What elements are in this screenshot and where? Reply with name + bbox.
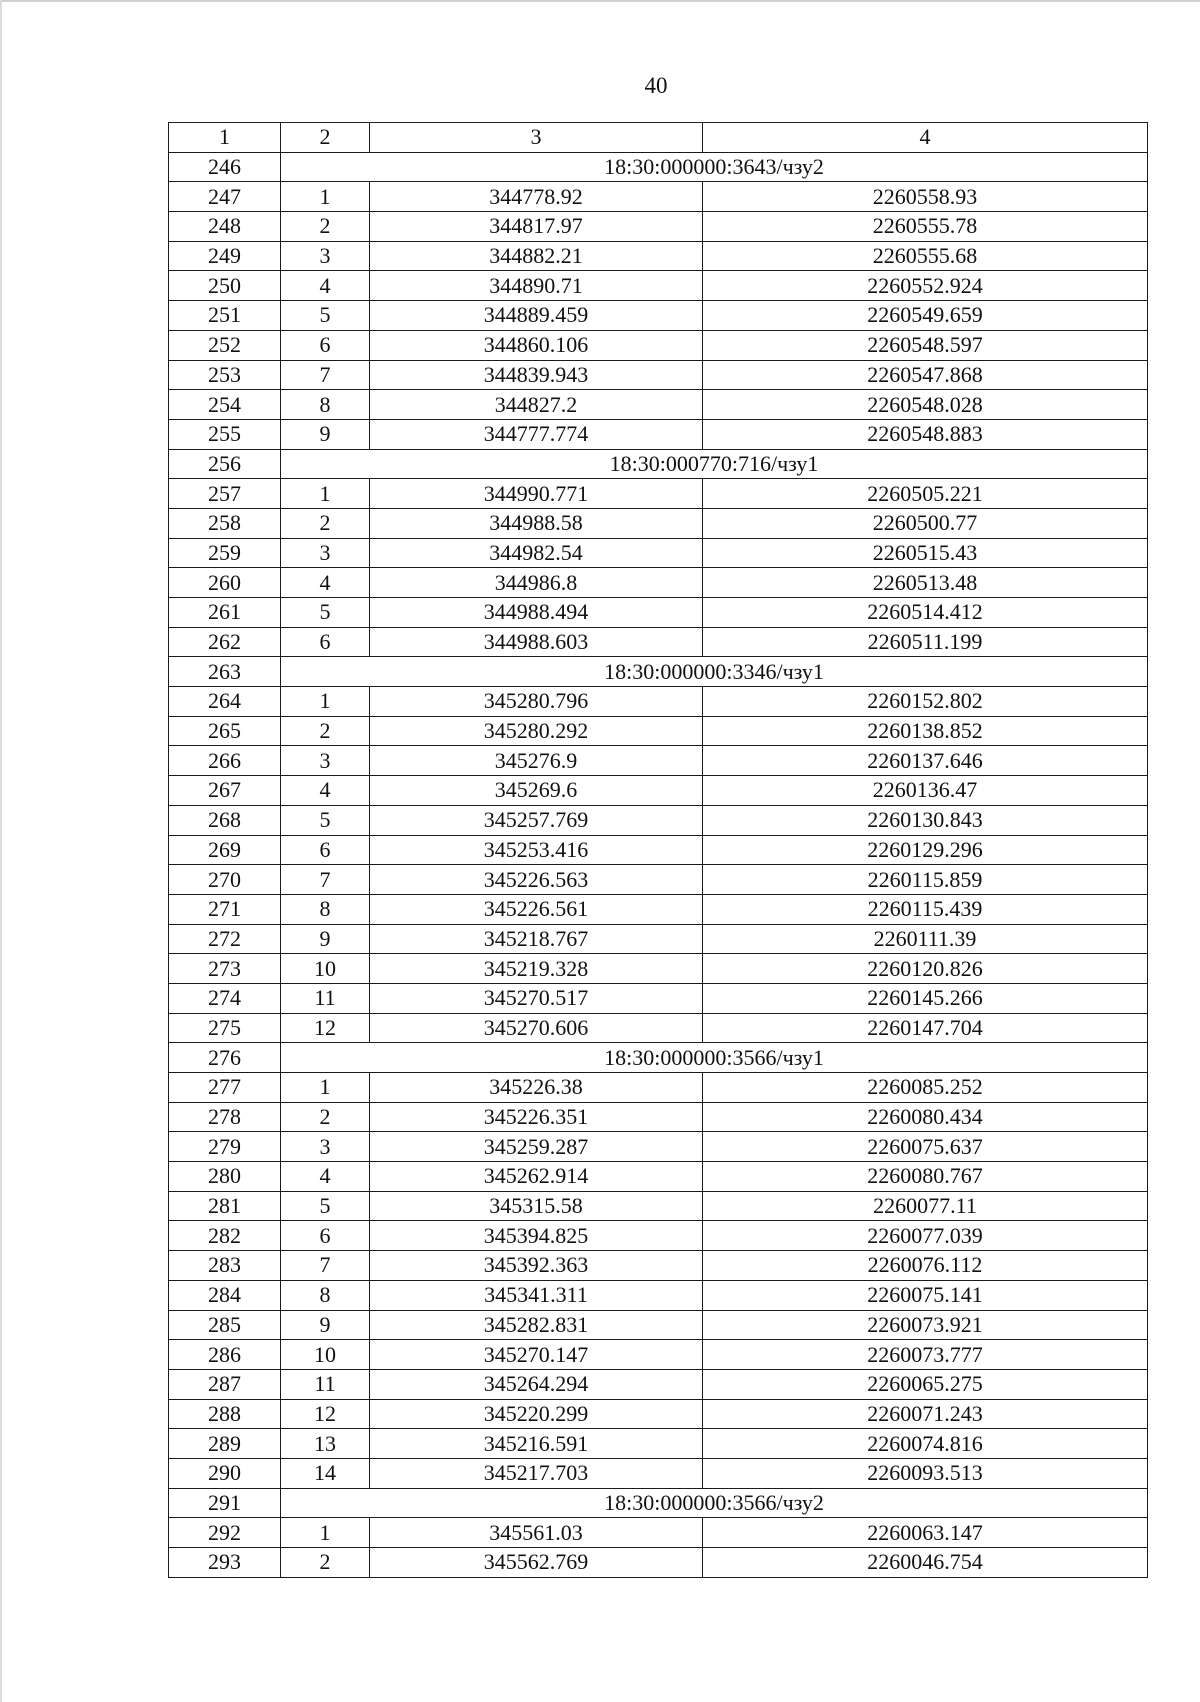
table-row: [169, 865, 1148, 895]
x-coordinate-cell: 345259.287: [370, 1132, 703, 1162]
x-coordinate-cell: 344817.97: [370, 212, 703, 242]
x-coordinate-cell: 345226.561: [370, 894, 703, 924]
row-number-cell: 271: [169, 894, 281, 924]
table-row: [169, 1458, 1148, 1488]
x-coordinate-cell: 345253.416: [370, 835, 703, 865]
table-row: [169, 954, 1148, 984]
table-row: [169, 1073, 1148, 1103]
row-number-cell: 256: [169, 449, 281, 479]
table-row: [169, 330, 1148, 360]
x-coordinate-cell: 345282.831: [370, 1310, 703, 1340]
table-row: [169, 360, 1148, 390]
point-number-cell: 1: [281, 182, 370, 212]
y-coordinate-cell: 2260514.412: [703, 598, 1148, 628]
table-row: [169, 687, 1148, 717]
table-row: [169, 924, 1148, 954]
cadastral-number-cell: 18:30:000000:3566/чзу1: [281, 1043, 1148, 1073]
point-number-cell: 10: [281, 954, 370, 984]
row-number-cell: 284: [169, 1280, 281, 1310]
row-number-cell: 260: [169, 568, 281, 598]
y-coordinate-cell: 2260093.513: [703, 1458, 1148, 1488]
table-row: [169, 538, 1148, 568]
row-number-cell: 267: [169, 776, 281, 806]
row-number-cell: 255: [169, 419, 281, 449]
x-coordinate-cell: 345270.606: [370, 1013, 703, 1043]
table-row: [169, 746, 1148, 776]
x-coordinate-cell: 345394.825: [370, 1221, 703, 1251]
x-coordinate-cell: 344988.58: [370, 508, 703, 538]
table-row: [169, 894, 1148, 924]
point-number-cell: 6: [281, 1221, 370, 1251]
y-coordinate-cell: 2260075.141: [703, 1280, 1148, 1310]
point-number-cell: 8: [281, 1280, 370, 1310]
x-coordinate-cell: 344988.494: [370, 598, 703, 628]
x-coordinate-cell: 345315.58: [370, 1191, 703, 1221]
row-number-cell: 261: [169, 598, 281, 628]
point-number-cell: 2: [281, 212, 370, 242]
coordinates-table-container: [168, 122, 1147, 1578]
y-coordinate-cell: 2260063.147: [703, 1518, 1148, 1548]
table-row: [169, 1251, 1148, 1281]
row-number-cell: 265: [169, 716, 281, 746]
row-number-cell: 266: [169, 746, 281, 776]
x-coordinate-cell: 344986.8: [370, 568, 703, 598]
x-coordinate-cell: 345270.147: [370, 1340, 703, 1370]
y-coordinate-cell: 2260555.68: [703, 241, 1148, 271]
y-coordinate-cell: 2260515.43: [703, 538, 1148, 568]
table-row: [169, 1280, 1148, 1310]
row-number-cell: 258: [169, 508, 281, 538]
table-row: [169, 182, 1148, 212]
row-number-cell: 291: [169, 1488, 281, 1518]
y-coordinate-cell: 2260080.434: [703, 1102, 1148, 1132]
x-coordinate-cell: 345264.294: [370, 1369, 703, 1399]
header-row: [169, 123, 1148, 153]
row-number-cell: 269: [169, 835, 281, 865]
page-number: 40: [644, 73, 668, 98]
y-coordinate-cell: 2260071.243: [703, 1399, 1148, 1429]
y-coordinate-cell: 2260065.275: [703, 1369, 1148, 1399]
x-coordinate-cell: 345392.363: [370, 1251, 703, 1281]
point-number-cell: 7: [281, 1251, 370, 1281]
group-row: [169, 449, 1148, 479]
point-number-cell: 8: [281, 894, 370, 924]
point-number-cell: 1: [281, 479, 370, 509]
row-number-cell: 276: [169, 1043, 281, 1073]
x-coordinate-cell: 344777.774: [370, 419, 703, 449]
point-number-cell: 3: [281, 241, 370, 271]
point-number-cell: 9: [281, 924, 370, 954]
row-number-cell: 248: [169, 212, 281, 242]
point-number-cell: 3: [281, 746, 370, 776]
point-number-cell: 4: [281, 271, 370, 301]
point-number-cell: 7: [281, 865, 370, 895]
point-number-cell: 1: [281, 687, 370, 717]
table-row: [169, 1162, 1148, 1192]
x-coordinate-cell: 345257.769: [370, 805, 703, 835]
y-coordinate-cell: 2260129.296: [703, 835, 1148, 865]
group-row: [169, 1043, 1148, 1073]
cadastral-number-cell: 18:30:000770:716/чзу1: [281, 449, 1148, 479]
y-coordinate-cell: 2260511.199: [703, 627, 1148, 657]
row-number-cell: 285: [169, 1310, 281, 1340]
y-coordinate-cell: 2260505.221: [703, 479, 1148, 509]
table-row: [169, 212, 1148, 242]
row-number-cell: 250: [169, 271, 281, 301]
group-row: [169, 1488, 1148, 1518]
table-row: [169, 479, 1148, 509]
point-number-cell: 6: [281, 627, 370, 657]
y-coordinate-cell: 2260115.859: [703, 865, 1148, 895]
cadastral-number-cell: 18:30:000000:3566/чзу2: [281, 1488, 1148, 1518]
point-number-cell: 5: [281, 1191, 370, 1221]
x-coordinate-cell: 345226.38: [370, 1073, 703, 1103]
row-number-cell: 287: [169, 1369, 281, 1399]
row-number-cell: 249: [169, 241, 281, 271]
row-number-cell: 286: [169, 1340, 281, 1370]
table-row: [169, 390, 1148, 420]
coordinates-table: [168, 122, 1148, 1578]
row-number-cell: 274: [169, 983, 281, 1013]
table-row: [169, 271, 1148, 301]
row-number-cell: 281: [169, 1191, 281, 1221]
y-coordinate-cell: 2260115.439: [703, 894, 1148, 924]
point-number-cell: 4: [281, 568, 370, 598]
row-number-cell: 292: [169, 1518, 281, 1548]
table-row: [169, 835, 1148, 865]
point-number-cell: 14: [281, 1458, 370, 1488]
table-row: [169, 1102, 1148, 1132]
y-coordinate-cell: 2260046.754: [703, 1548, 1148, 1578]
row-number-cell: 259: [169, 538, 281, 568]
y-coordinate-cell: 2260558.93: [703, 182, 1148, 212]
x-coordinate-cell: 345270.517: [370, 983, 703, 1013]
table-row: [169, 1518, 1148, 1548]
point-number-cell: 13: [281, 1429, 370, 1459]
x-coordinate-cell: 345226.351: [370, 1102, 703, 1132]
y-coordinate-cell: 2260552.924: [703, 271, 1148, 301]
table-row: [169, 1369, 1148, 1399]
y-coordinate-cell: 2260111.39: [703, 924, 1148, 954]
point-number-cell: 4: [281, 1162, 370, 1192]
x-coordinate-cell: 344860.106: [370, 330, 703, 360]
y-coordinate-cell: 2260136.47: [703, 776, 1148, 806]
table-row: [169, 241, 1148, 271]
page-edge-left: [0, 0, 2, 1702]
y-coordinate-cell: 2260077.11: [703, 1191, 1148, 1221]
group-row: [169, 152, 1148, 182]
y-coordinate-cell: 2260500.77: [703, 508, 1148, 538]
table-row: [169, 1429, 1148, 1459]
x-coordinate-cell: 345269.6: [370, 776, 703, 806]
header-cell-4: 4: [703, 123, 1148, 153]
y-coordinate-cell: 2260074.816: [703, 1429, 1148, 1459]
cadastral-number-cell: 18:30:000000:3643/чзу2: [281, 152, 1148, 182]
row-number-cell: 257: [169, 479, 281, 509]
x-coordinate-cell: 345280.796: [370, 687, 703, 717]
table-row: [169, 568, 1148, 598]
row-number-cell: 290: [169, 1458, 281, 1488]
row-number-cell: 280: [169, 1162, 281, 1192]
y-coordinate-cell: 2260548.597: [703, 330, 1148, 360]
table-row: [169, 716, 1148, 746]
row-number-cell: 293: [169, 1548, 281, 1578]
point-number-cell: 12: [281, 1013, 370, 1043]
y-coordinate-cell: 2260513.48: [703, 568, 1148, 598]
y-coordinate-cell: 2260073.777: [703, 1340, 1148, 1370]
x-coordinate-cell: 345226.563: [370, 865, 703, 895]
table-row: [169, 1340, 1148, 1370]
cadastral-number-cell: 18:30:000000:3346/чзу1: [281, 657, 1148, 687]
x-coordinate-cell: 345262.914: [370, 1162, 703, 1192]
x-coordinate-cell: 344839.943: [370, 360, 703, 390]
point-number-cell: 5: [281, 598, 370, 628]
header-cell-2: 2: [281, 123, 370, 153]
y-coordinate-cell: 2260152.802: [703, 687, 1148, 717]
point-number-cell: 9: [281, 419, 370, 449]
row-number-cell: 288: [169, 1399, 281, 1429]
table-row: [169, 508, 1148, 538]
row-number-cell: 268: [169, 805, 281, 835]
row-number-cell: 283: [169, 1251, 281, 1281]
point-number-cell: 6: [281, 330, 370, 360]
header-cell-3: 3: [370, 123, 703, 153]
point-number-cell: 3: [281, 538, 370, 568]
table-row: [169, 598, 1148, 628]
point-number-cell: 5: [281, 301, 370, 331]
table-body: [169, 123, 1148, 1578]
y-coordinate-cell: 2260555.78: [703, 212, 1148, 242]
table-row: [169, 1221, 1148, 1251]
y-coordinate-cell: 2260549.659: [703, 301, 1148, 331]
table-row: [169, 805, 1148, 835]
x-coordinate-cell: 345218.767: [370, 924, 703, 954]
point-number-cell: 9: [281, 1310, 370, 1340]
x-coordinate-cell: 345219.328: [370, 954, 703, 984]
table-row: [169, 776, 1148, 806]
table-row: [169, 419, 1148, 449]
x-coordinate-cell: 344889.459: [370, 301, 703, 331]
row-number-cell: 251: [169, 301, 281, 331]
point-number-cell: 11: [281, 1369, 370, 1399]
y-coordinate-cell: 2260075.637: [703, 1132, 1148, 1162]
row-number-cell: 270: [169, 865, 281, 895]
x-coordinate-cell: 344988.603: [370, 627, 703, 657]
y-coordinate-cell: 2260138.852: [703, 716, 1148, 746]
x-coordinate-cell: 345216.591: [370, 1429, 703, 1459]
row-number-cell: 273: [169, 954, 281, 984]
row-number-cell: 252: [169, 330, 281, 360]
header-cell-1: 1: [169, 123, 281, 153]
y-coordinate-cell: 2260548.883: [703, 419, 1148, 449]
x-coordinate-cell: 345341.311: [370, 1280, 703, 1310]
x-coordinate-cell: 345280.292: [370, 716, 703, 746]
row-number-cell: 253: [169, 360, 281, 390]
point-number-cell: 10: [281, 1340, 370, 1370]
page-edge-top: [0, 0, 1200, 2]
group-row: [169, 657, 1148, 687]
y-coordinate-cell: 2260080.767: [703, 1162, 1148, 1192]
table-row: [169, 1399, 1148, 1429]
table-row: [169, 1310, 1148, 1340]
point-number-cell: 5: [281, 805, 370, 835]
point-number-cell: 2: [281, 508, 370, 538]
point-number-cell: 7: [281, 360, 370, 390]
table-row: [169, 983, 1148, 1013]
y-coordinate-cell: 2260547.868: [703, 360, 1148, 390]
point-number-cell: 1: [281, 1073, 370, 1103]
y-coordinate-cell: 2260548.028: [703, 390, 1148, 420]
y-coordinate-cell: 2260073.921: [703, 1310, 1148, 1340]
row-number-cell: 247: [169, 182, 281, 212]
x-coordinate-cell: 345562.769: [370, 1548, 703, 1578]
row-number-cell: 264: [169, 687, 281, 717]
table-row: [169, 1191, 1148, 1221]
point-number-cell: 6: [281, 835, 370, 865]
y-coordinate-cell: 2260085.252: [703, 1073, 1148, 1103]
point-number-cell: 3: [281, 1132, 370, 1162]
y-coordinate-cell: 2260076.112: [703, 1251, 1148, 1281]
point-number-cell: 1: [281, 1518, 370, 1548]
row-number-cell: 263: [169, 657, 281, 687]
row-number-cell: 277: [169, 1073, 281, 1103]
row-number-cell: 254: [169, 390, 281, 420]
point-number-cell: 11: [281, 983, 370, 1013]
table-row: [169, 627, 1148, 657]
point-number-cell: 4: [281, 776, 370, 806]
x-coordinate-cell: 345561.03: [370, 1518, 703, 1548]
row-number-cell: 278: [169, 1102, 281, 1132]
x-coordinate-cell: 344990.771: [370, 479, 703, 509]
row-number-cell: 262: [169, 627, 281, 657]
x-coordinate-cell: 345276.9: [370, 746, 703, 776]
table-row: [169, 1548, 1148, 1578]
x-coordinate-cell: 344982.54: [370, 538, 703, 568]
x-coordinate-cell: 344778.92: [370, 182, 703, 212]
table-row: [169, 1132, 1148, 1162]
row-number-cell: 275: [169, 1013, 281, 1043]
point-number-cell: 2: [281, 1102, 370, 1132]
table-row: [169, 301, 1148, 331]
row-number-cell: 279: [169, 1132, 281, 1162]
row-number-cell: 246: [169, 152, 281, 182]
y-coordinate-cell: 2260130.843: [703, 805, 1148, 835]
row-number-cell: 289: [169, 1429, 281, 1459]
y-coordinate-cell: 2260147.704: [703, 1013, 1148, 1043]
point-number-cell: 12: [281, 1399, 370, 1429]
point-number-cell: 2: [281, 716, 370, 746]
table-row: [169, 1013, 1148, 1043]
point-number-cell: 2: [281, 1548, 370, 1578]
y-coordinate-cell: 2260120.826: [703, 954, 1148, 984]
x-coordinate-cell: 345220.299: [370, 1399, 703, 1429]
point-number-cell: 8: [281, 390, 370, 420]
row-number-cell: 282: [169, 1221, 281, 1251]
y-coordinate-cell: 2260145.266: [703, 983, 1148, 1013]
row-number-cell: 272: [169, 924, 281, 954]
y-coordinate-cell: 2260077.039: [703, 1221, 1148, 1251]
x-coordinate-cell: 345217.703: [370, 1458, 703, 1488]
x-coordinate-cell: 344882.21: [370, 241, 703, 271]
x-coordinate-cell: 344890.71: [370, 271, 703, 301]
y-coordinate-cell: 2260137.646: [703, 746, 1148, 776]
x-coordinate-cell: 344827.2: [370, 390, 703, 420]
